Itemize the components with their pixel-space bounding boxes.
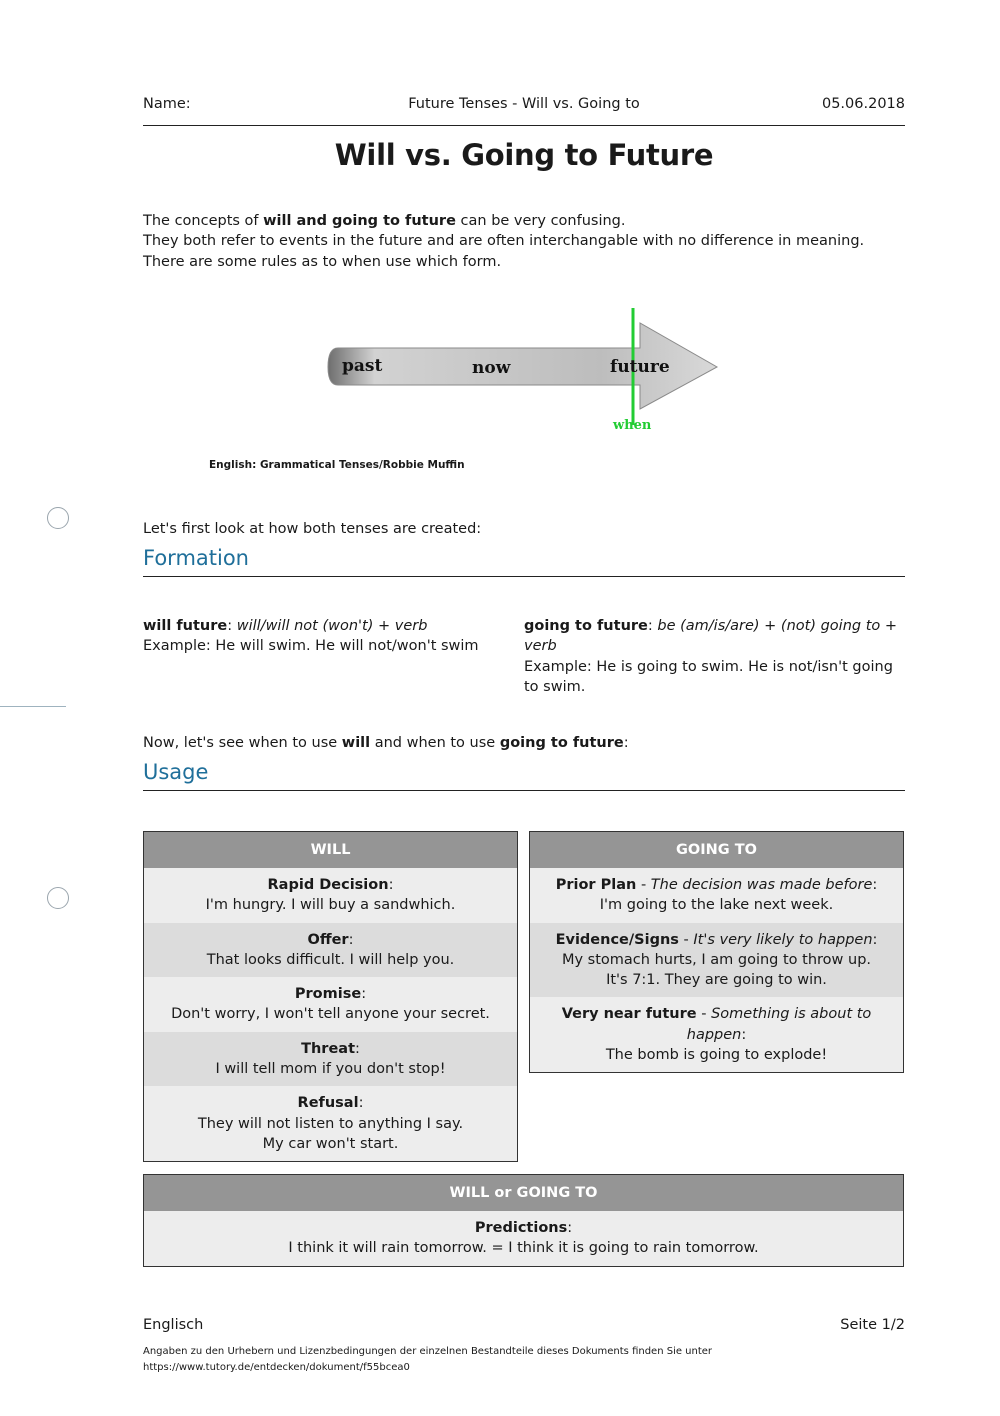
table-row: Threat: I will tell mom if you don't stop! xyxy=(144,1032,517,1087)
table-row: Rapid Decision: I'm hungry. I will buy a sandwhich. xyxy=(205,877,456,914)
going-to-usage-table xyxy=(529,831,904,1073)
when-label: when xyxy=(613,418,652,433)
formation-lead: Let's first look at how both tenses are created: xyxy=(143,521,482,537)
page-footer xyxy=(143,1317,905,1339)
table-row: Very near future - Something is about to happen: The bomb is going to explode! xyxy=(561,1006,872,1064)
document-title: Future Tenses - Will vs. Going to xyxy=(408,96,640,112)
usage-lead: Now, let's see when to use will and when to use going to future: xyxy=(143,735,629,751)
intro-text: The concepts of will and going to future can be very confusing. They both refer to events in the future and are often interchangable with no difference in meaning. There are some rules as to when use which form. xyxy=(143,213,865,270)
license-note: Angaben zu den Urhebern und Lizenzbedingungen der einzelnen Bestandteile dieses Dokuments finden Sie unter https://www.tutory.de/entdecken/dokument/f55bcea0 xyxy=(143,1346,713,1373)
page-title: Will vs. Going to Future xyxy=(334,138,714,172)
both-table-header: WILL or GOING TO xyxy=(144,1175,903,1211)
will-or-going-to-table xyxy=(143,1174,904,1267)
will-usage-table xyxy=(143,831,518,1162)
usage-heading: Usage xyxy=(143,760,905,791)
punch-hole-mark xyxy=(47,887,69,909)
document-date: 05.06.2018 xyxy=(821,96,905,112)
figure-caption: English: Grammatical Tenses/Robbie Muffin xyxy=(209,459,465,471)
table-row: Predictions: I think it will rain tomorrow. = I think it is going to rain tomorrow. xyxy=(288,1220,759,1257)
table-row: Evidence/Signs - It's very likely to happen: My stomach hurts, I am going to throw up. It's 7:1. They are going to win. xyxy=(530,923,903,998)
page-header xyxy=(143,96,905,126)
table-row: Offer: That looks difficult. I will help you. xyxy=(144,923,517,978)
table-row: Prior Plan - The decision was made before: I'm going to the lake next week. xyxy=(555,877,878,914)
name-label: Name: xyxy=(143,96,191,112)
page-number: Seite 1/2 xyxy=(840,1317,905,1333)
timeline-arrow-figure xyxy=(322,303,722,438)
punch-hole-mark xyxy=(47,507,69,529)
going-formation: going to future: be (am/is/are) + (not) going to + verb Example: He is going to swim. He is not/isn't going to swim. xyxy=(524,618,898,695)
table-row: Refusal: They will not listen to anything I say. My car won't start. xyxy=(197,1095,464,1152)
subject-label: Englisch xyxy=(143,1317,204,1333)
future-label: future xyxy=(610,357,670,377)
now-label: now xyxy=(472,358,511,378)
formation-heading: Formation xyxy=(143,546,905,577)
fold-mark xyxy=(0,706,66,707)
past-label: past xyxy=(342,356,383,376)
table-row: Promise: Don't worry, I won't tell anyone your secret. xyxy=(171,986,490,1023)
will-table-header: WILL xyxy=(144,832,517,868)
will-formation: will future: will/will not (won't) + verb Example: He will swim. He will not/won't swim xyxy=(143,618,479,655)
going-to-table-header: GOING TO xyxy=(530,832,903,868)
